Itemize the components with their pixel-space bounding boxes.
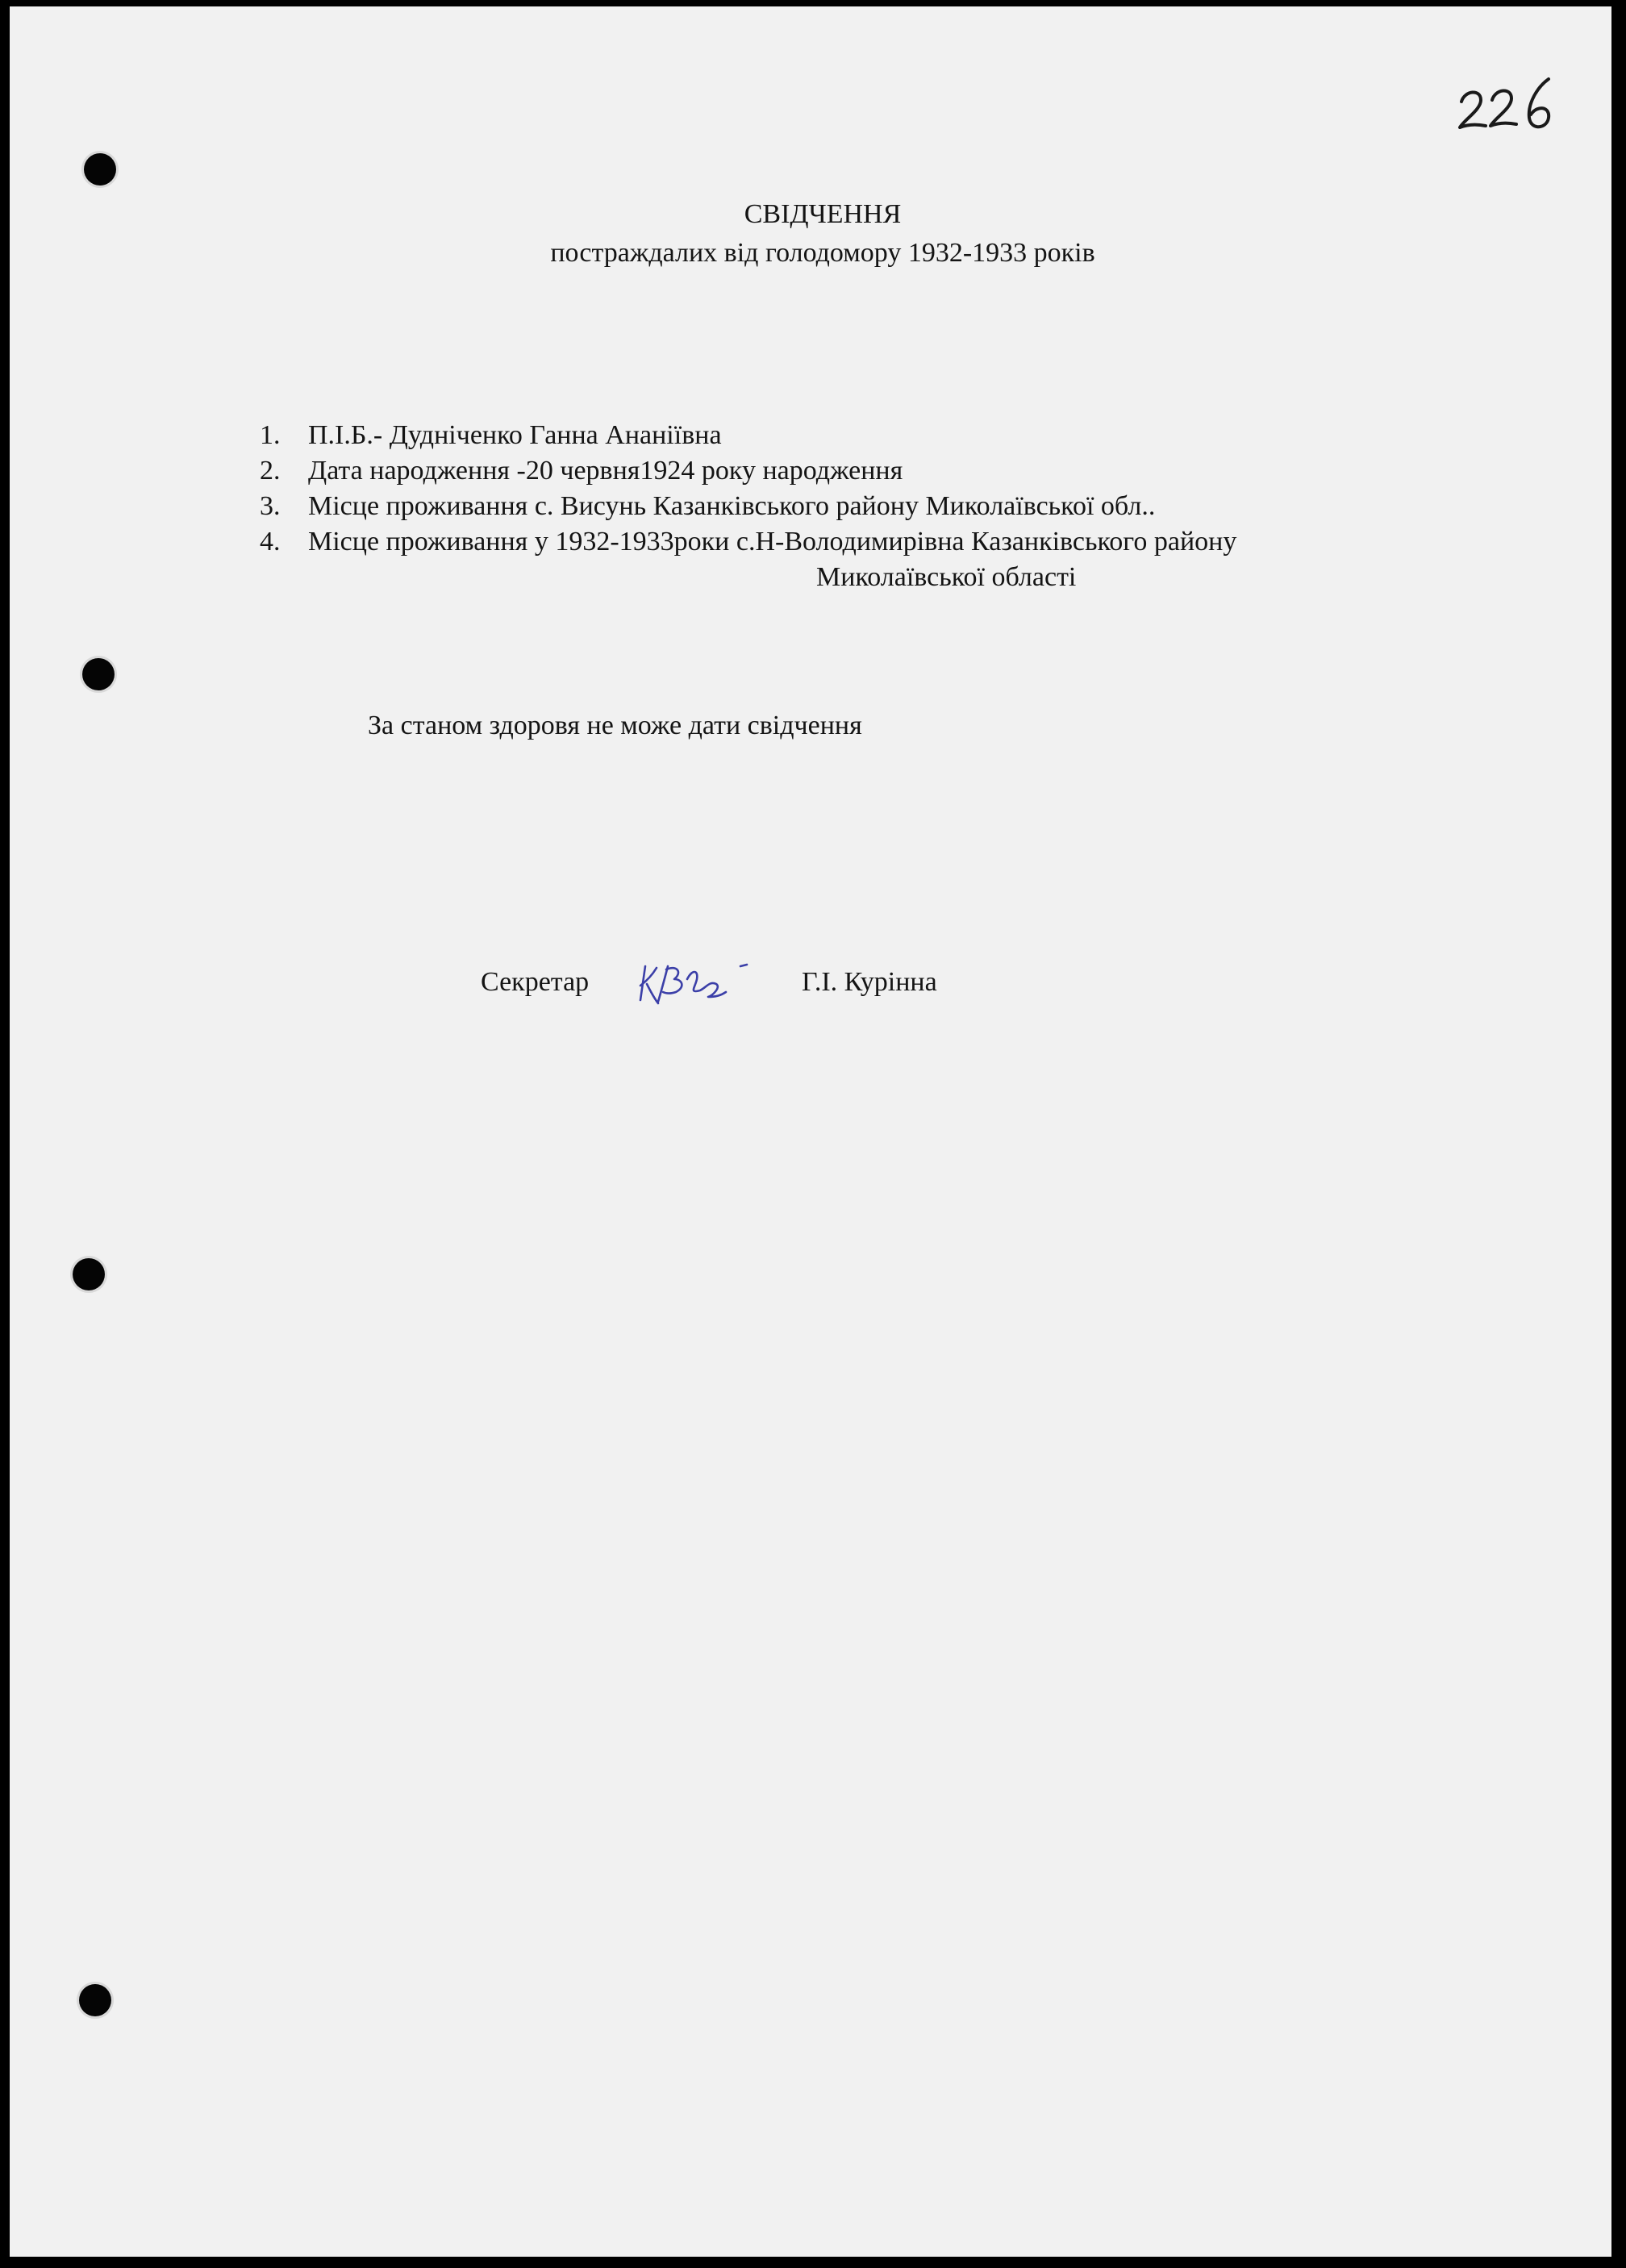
document-subtitle: постраждалих від голодомору 1932-1933 років xyxy=(550,238,1095,268)
punch-hole xyxy=(84,153,116,186)
document-page xyxy=(10,6,1611,2257)
list-item-number: 4. xyxy=(260,527,281,557)
list-item-text: П.І.Б.- Дудніченко Ганна Ананіївна xyxy=(308,420,722,450)
list-item-text: Дата народження -20 червня1924 року народження xyxy=(308,456,903,486)
list-item-continuation xyxy=(260,560,1550,595)
signature-label: Секретар xyxy=(481,967,590,997)
handwritten-signature xyxy=(636,955,781,1011)
info-list xyxy=(260,418,1550,595)
signature-icon xyxy=(636,955,781,1011)
signatory-name: Г.І. Курінна xyxy=(802,967,937,997)
list-item-text: Місце проживання с. Висунь Казанківського району Миколаївської обл.. xyxy=(308,491,1156,521)
list-item xyxy=(260,453,1550,489)
list-item-number: 1. xyxy=(260,420,281,450)
list-item-number: 3. xyxy=(260,491,281,521)
health-statement: За станом здоровя не може дати свідчення xyxy=(368,711,862,740)
list-item xyxy=(260,489,1550,524)
list-item xyxy=(260,524,1550,560)
list-item-text: Місце проживання у 1932-1933роки с.Н-Володимирівна Казанківського району xyxy=(308,527,1237,557)
page-number-handwriting-icon xyxy=(1453,63,1566,144)
document-title: СВІДЧЕННЯ xyxy=(744,199,902,229)
punch-hole xyxy=(82,658,115,690)
list-item xyxy=(260,418,1550,453)
handwritten-page-number xyxy=(1453,63,1566,144)
punch-hole xyxy=(79,1984,111,2016)
list-item-number: 2. xyxy=(260,456,281,486)
punch-hole xyxy=(73,1258,105,1290)
list-item-continuation-text: Миколаївської області xyxy=(816,562,1077,592)
